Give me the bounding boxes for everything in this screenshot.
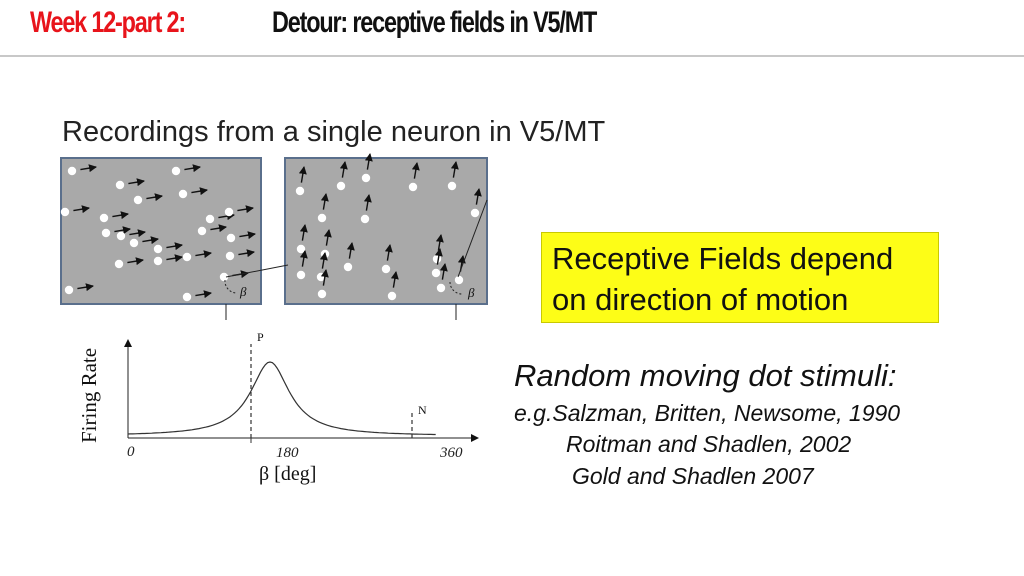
title-topic: Detour: receptive fields in V5/MT	[272, 6, 597, 39]
stimulus-panel-right-motion	[61, 158, 261, 304]
callout-line-1: Receptive Fields depend	[552, 241, 894, 276]
beta-label-left: β	[240, 284, 247, 299]
references-title: Random moving dot stimuli:	[514, 358, 897, 393]
subtitle: Recordings from a single neuron in V5/MT	[62, 116, 606, 148]
tuning-curve-plot	[77, 330, 478, 485]
plot-ylabel: Firing Rate	[77, 347, 101, 443]
beta-label-right: β	[468, 285, 475, 300]
null-label: N	[418, 403, 427, 417]
tick-label-180: 180	[276, 445, 299, 461]
peak-label: P	[257, 330, 264, 344]
reference-1: e.g.Salzman, Britten, Newsome, 1990	[514, 400, 901, 426]
callout-line-2: on direction of motion	[552, 282, 849, 317]
tick-label-360: 360	[440, 445, 463, 461]
tuning-curve	[128, 362, 436, 435]
reference-3: Gold and Shadlen 2007	[572, 463, 814, 489]
tick-label-0: 0	[127, 444, 135, 460]
plot-xlabel: β [deg]	[259, 463, 317, 485]
stimulus-panel-up-motion	[285, 154, 487, 304]
reference-2: Roitman and Shadlen, 2002	[566, 431, 852, 457]
receptive-field-callout	[541, 232, 939, 323]
title-week-label: Week 12-part 2:	[30, 6, 186, 39]
